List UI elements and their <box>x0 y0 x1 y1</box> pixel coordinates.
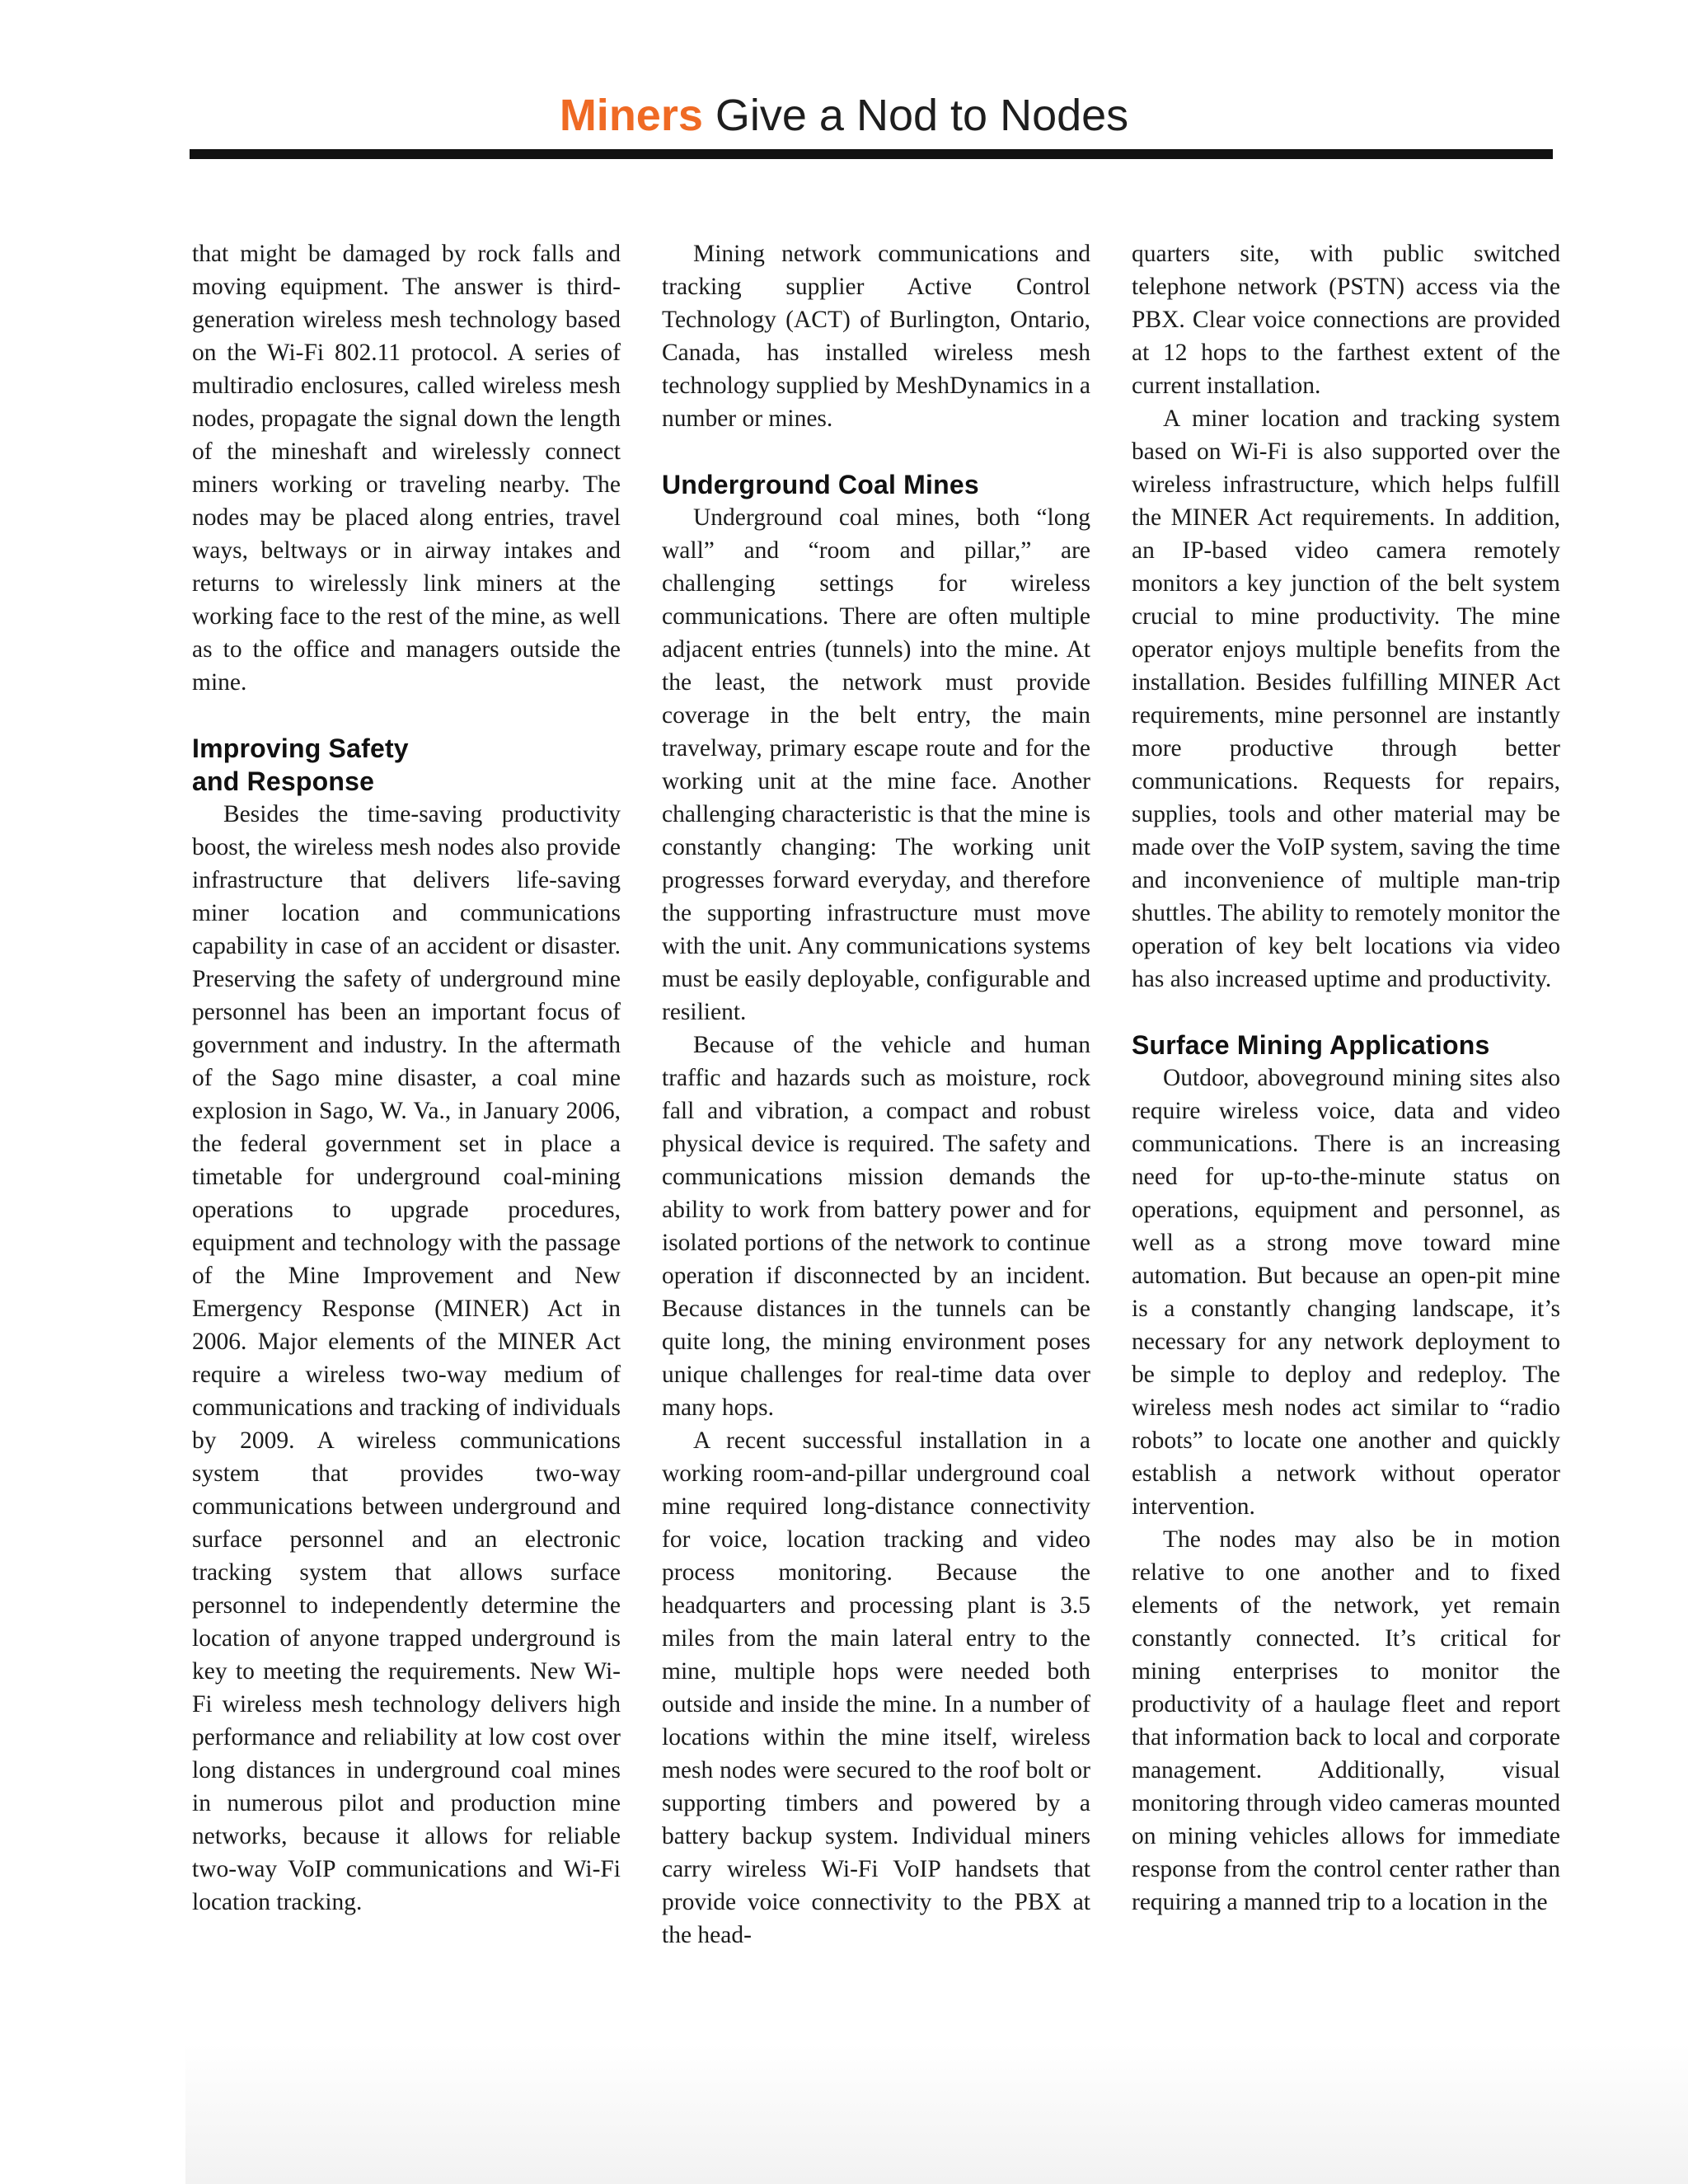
paragraph: quarters site, with public switched telephone network (PSTN) access via the PBX. Clear voice connections are provided at 12 hops to the farthest extent of the current installation. <box>1132 241 1560 399</box>
page-title <box>0 82 1688 148</box>
title-accent: Miners <box>559 91 703 140</box>
title-rest: Give a Nod to Nodes <box>702 91 1129 140</box>
page-shade <box>185 2044 1688 2184</box>
paragraph: The nodes may also be in motion relative to one another and to fixed elements of the network, yet remain constantly connected. It’s critical for mining enterprises to monitor the productivity of a haulage fleet and report that information back to local and corporate management. Additionally, visual monitoring through video cameras mounted on mining vehicles allows for immediate response from the control center rather than requiring a manned trip to a location in the <box>1132 1526 1560 1915</box>
header-rule <box>190 149 1553 159</box>
column-2 <box>662 237 1090 1952</box>
section-heading <box>192 732 621 798</box>
paragraph: A recent successful installation in a working room-and-pillar underground coal mine required long-distance connectivity for voice, location tracking and video process monitoring. Because the headquarters and processing plant is 3.5 miles from the main lateral entry to the mine, multiple hops were needed both outside and inside the mine. In a number of locations within the mine itself, wireless mesh nodes were secured to the roof bolt or supporting timbers and powered by a battery backup system. Individual miners carry wireless Wi-Fi VoIP handsets that provide voice connectivity to the PBX at the head- <box>662 1427 1090 1948</box>
paragraph: Underground coal mines, both “long wall” and “room and pillar,” are challenging settings for wireless communications. There are often multiple adjacent entries (tunnels) into the mine. At the least, the network must provide coverage in the belt entry, the main travelway, primary escape route and for the working unit at the mine face. Another challenging characteristic is that the mine is constantly changing: The working unit progresses forward everyday, and therefore the supporting infrastructure must move with the unit. Any communications systems must be easily deployable, configurable and resilient. <box>662 504 1090 1025</box>
column-3 <box>1132 237 1560 1919</box>
heading-line: Improving Safety <box>192 733 409 763</box>
paragraph: A miner location and tracking system based on Wi-Fi is also supported over the wireless infrastructure, which helps fulfill the MINER Act requirements. In addition, an IP-based video camera remotely monitors a key junction of the belt system crucial to mine productivity. The mine operator enjoys multiple benefits from the installation. Besides fulfilling MINER Act requirements, mine personnel are instantly more productive through better communications. Requests for repairs, supplies, tools and other material may be made over the VoIP system, saving the time and inconvenience of multiple man-trip shuttles. The ability to remotely monitor the operation of key belt locations via video has also increased uptime and productivity. <box>1132 405 1560 992</box>
paragraph: Because of the vehicle and human traffic and hazards such as moisture, rock fall and vibration, a compact and robust physical device is required. The safety and communications mission demands the ability to work from battery power and for isolated portions of the network to continue operation if disconnected by an incident. Because distances in the tunnels can be quite long, the mining environment poses unique challenges for real-time data over many hops. <box>662 1032 1090 1421</box>
heading-line: and Response <box>192 766 375 796</box>
section-heading: Underground Coal Mines <box>662 470 979 499</box>
column-1 <box>192 237 621 1919</box>
paragraph: Besides the time-saving productivity boost, the wireless mesh nodes also provide infrastructure that delivers life-saving miner location and communications capability in case of an accident or disaster. Preserving the safety of underground mine personnel has been an important focus of government and industry. In the aftermath of the Sago mine disaster, a coal mine explosion in Sago, W. Va., in January 2006, the federal government set in place a timetable for underground coal-mining operations to upgrade procedures, equipment and technology with the passage of the Mine Improvement and New Emergency Response (MINER) Act in 2006. Major elements of the MINER Act require a wireless two-way medium of communications and tracking of individuals by 2009. A wireless communications system that provides two-way communications between underground and surface personnel and an electronic tracking system that allows surface personnel to independently determine the location of anyone trapped underground is key to meeting the requirements. New Wi-Fi wireless mesh technology delivers high performance and reliability at low cost over long distances in underground coal mines in numerous pilot and production mine networks, because it allows for reliable two-way VoIP communications and Wi-Fi location tracking. <box>192 801 621 1915</box>
paragraph: that might be damaged by rock falls and moving equipment. The answer is third-generation wireless mesh technology based on the Wi-Fi 802.11 protocol. A series of multiradio enclosures, called wireless mesh nodes, propagate the signal down the length of the mineshaft and wirelessly connect miners working or traveling nearby. The nodes may be placed along entries, travel ways, beltways or in airway intakes and returns to wirelessly link miners at the working face to the rest of the mine, as well as to the office and managers outside the mine. <box>192 241 621 696</box>
paragraph: Mining network communications and tracking supplier Active Control Technology (ACT) of Burlington, Ontario, Canada, has installed wireless mesh technology supplied by MeshDynamics in a number or mines. <box>662 241 1090 432</box>
section-heading: Surface Mining Applications <box>1132 1030 1490 1060</box>
paragraph: Outdoor, aboveground mining sites also require wireless voice, data and video communications. There is an increasing need for up-to-the-minute status on operations, equipment and personnel, as well as a strong move toward mine automation. But because an open-pit mine is a constantly changing landscape, it’s necessary for any network deployment to be simple to deploy and redeploy. The wireless mesh nodes act similar to “radio robots” to locate one another and quickly establish a network without operator intervention. <box>1132 1065 1560 1520</box>
